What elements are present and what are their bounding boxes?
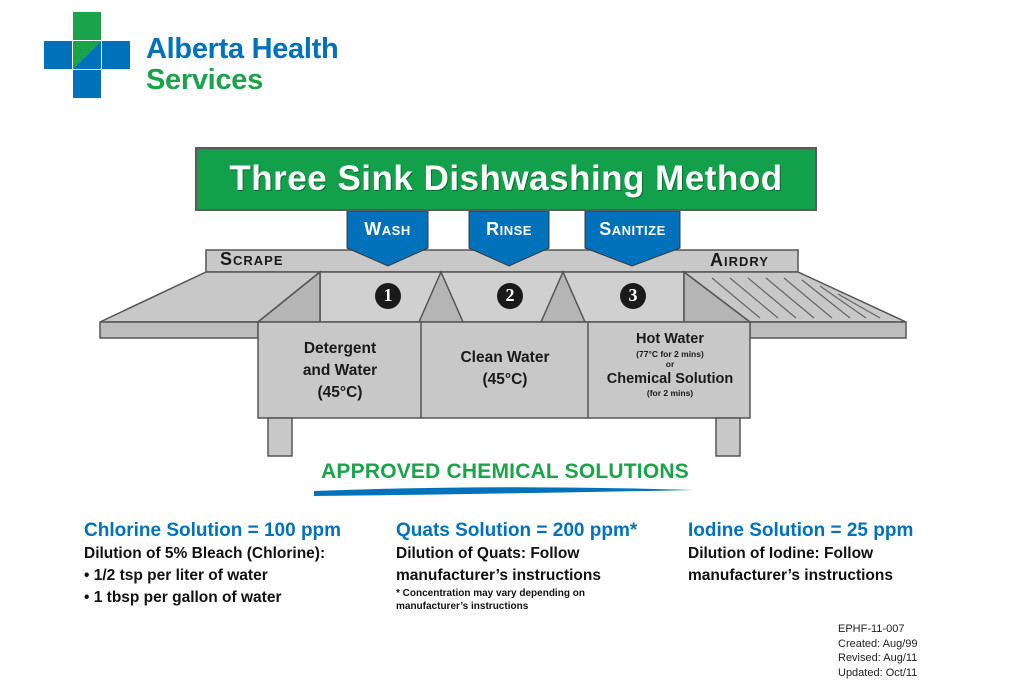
doc-created: Created: Aug/99 xyxy=(838,637,918,650)
step-airdry-label: Airdry xyxy=(710,250,769,270)
quats-note-1: * Concentration may vary depending on xyxy=(396,588,585,599)
quats-solution-title: Quats Solution = 200 ppm* xyxy=(396,520,638,541)
sink-1-line-1: Detergent xyxy=(303,340,377,357)
step-sanitize-label: Sanitize xyxy=(599,219,666,239)
quats-solution-block xyxy=(396,520,686,613)
chlorine-line-3: • 1 tbsp per gallon of water xyxy=(84,589,282,606)
sink-2-line-1: Clean Water xyxy=(460,349,550,366)
iodine-line-1: Dilution of Iodine: Follow xyxy=(688,545,874,562)
sink-3-number: 3 xyxy=(628,285,638,305)
approved-solutions-heading: APPROVED CHEMICAL SOLUTIONS xyxy=(321,460,689,483)
doc-revised: Revised: Aug/11 xyxy=(838,652,918,664)
quats-note-2: manufacturer’s instructions xyxy=(396,601,529,612)
sink-3-text xyxy=(590,330,750,399)
sink-3-note-2: (for 2 mins) xyxy=(646,388,694,398)
sink-2-text xyxy=(424,347,586,391)
chlorine-solution-title: Chlorine Solution = 100 ppm xyxy=(84,520,342,541)
page-title: Three Sink Dishwashing Method xyxy=(195,147,817,211)
iodine-solution-block xyxy=(688,520,988,587)
doc-updated: Updated: Oct/11 xyxy=(838,666,918,679)
document-info xyxy=(838,622,918,680)
chlorine-line-2: • 1/2 tsp per liter of water xyxy=(84,567,268,584)
sink-3-or: or xyxy=(665,359,675,369)
sink-3-note-1: (77°C for 2 mins) xyxy=(636,349,704,359)
sink-3-main-2: Chemical Solution xyxy=(606,371,734,387)
quats-line-2: manufacturer’s instructions xyxy=(396,567,601,584)
logo-line-2: Services xyxy=(146,64,263,96)
sink-1-text xyxy=(262,338,418,404)
sink-2-number: 2 xyxy=(505,285,515,305)
iodine-solution-title: Iodine Solution = 25 ppm xyxy=(688,520,914,541)
step-scrape-label: Scrape xyxy=(220,249,284,269)
logo-line-1: Alberta Health xyxy=(146,33,339,65)
chlorine-line-1: Dilution of 5% Bleach (Chlorine): xyxy=(84,545,326,562)
sink-1-line-3: (45°C) xyxy=(317,384,363,401)
iodine-line-2: manufacturer’s instructions xyxy=(688,567,893,584)
sink-1-line-2: and Water xyxy=(302,362,378,379)
sink-3-main-1: Hot Water xyxy=(636,331,704,347)
sink-1-number: 1 xyxy=(383,285,393,305)
chlorine-solution-block xyxy=(84,520,384,609)
step-rinse-label: Rinse xyxy=(486,219,532,239)
sink-2-line-2: (45°C) xyxy=(482,371,528,388)
quats-line-1: Dilution of Quats: Follow xyxy=(396,545,580,562)
step-wash-label: Wash xyxy=(364,219,411,239)
doc-code: EPHF-11-007 xyxy=(838,623,905,635)
